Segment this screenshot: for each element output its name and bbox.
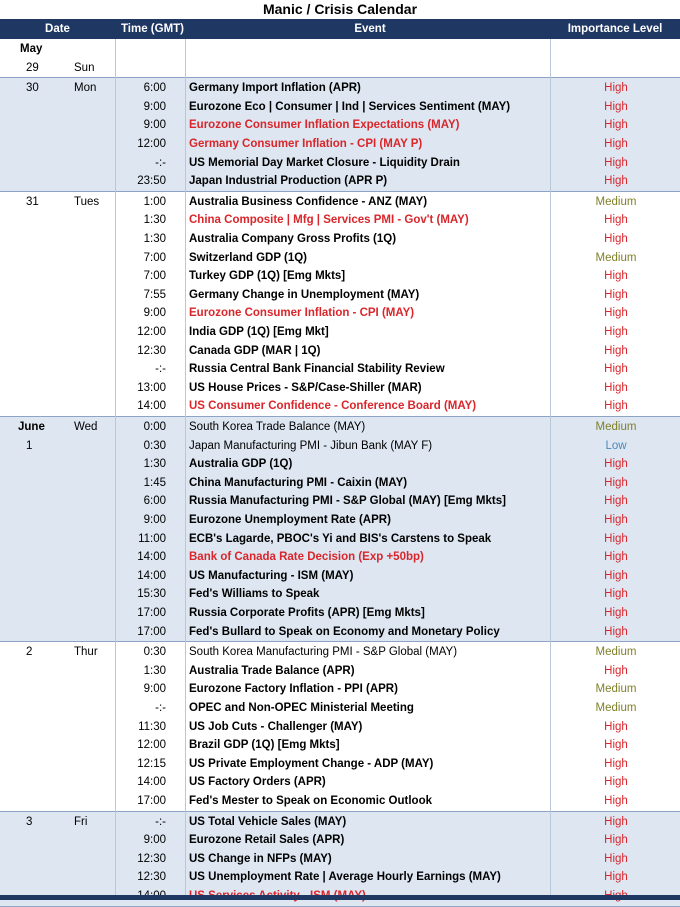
importance-level: High <box>604 569 628 582</box>
event-name: US Total Vehicle Sales (MAY) <box>189 815 347 828</box>
importance-level: High <box>604 871 628 884</box>
table-row <box>0 323 680 342</box>
event-name: Fed's Bullard to Speak on Economy and Monetary Policy <box>189 625 500 638</box>
importance-level: High <box>604 214 628 227</box>
table-row <box>0 304 680 323</box>
table-row <box>0 154 680 173</box>
table-row <box>0 511 680 530</box>
table-row <box>0 585 680 604</box>
event-time: 0:00 <box>143 421 166 433</box>
day-number: 2 <box>26 646 33 659</box>
table-row <box>0 40 680 59</box>
event-time: 17:00 <box>137 795 166 807</box>
event-name: Switzerland GDP (1Q) <box>189 251 308 264</box>
table-row <box>0 813 680 832</box>
table-row <box>0 135 680 154</box>
event-name: US Private Employment Change - ADP (MAY) <box>189 757 434 770</box>
table-header <box>0 19 680 39</box>
importance-level: High <box>604 495 628 508</box>
importance-level: Medium <box>595 702 637 714</box>
event-time: 1:30 <box>143 214 166 227</box>
weekday-label: Mon <box>74 82 97 95</box>
day-number: 30 <box>26 82 39 95</box>
event-name: South Korea Trade Balance (MAY) <box>189 421 366 433</box>
event-name: Japan Industrial Production (APR P) <box>189 175 388 188</box>
event-name: Eurozone Consumer Inflation Expectations (MAY) <box>189 119 460 132</box>
importance-level: High <box>604 381 628 394</box>
importance-level: High <box>604 233 628 245</box>
event-time: 14:00 <box>137 569 166 582</box>
event-time: 9:00 <box>143 514 166 526</box>
table-row <box>0 792 680 811</box>
importance-level: High <box>604 288 628 301</box>
importance-level: High <box>604 344 628 357</box>
event-name: Australia GDP (1Q) <box>189 458 293 471</box>
importance-level: High <box>604 363 628 376</box>
table-row <box>0 623 680 642</box>
event-name: OPEC and Non-OPEC Ministerial Meeting <box>189 702 414 714</box>
importance-level: High <box>604 119 628 132</box>
importance-level: High <box>604 607 628 619</box>
table-row <box>0 718 680 737</box>
table-row <box>0 342 680 361</box>
table-row <box>0 397 680 416</box>
event-time: 0:30 <box>143 646 166 659</box>
importance-level: High <box>604 476 628 489</box>
table-row <box>0 267 680 286</box>
importance-level: High <box>604 852 628 865</box>
event-name: Germany Consumer Inflation - CPI (MAY P) <box>189 138 423 150</box>
importance-level: High <box>604 815 628 828</box>
event-time: 6:00 <box>143 82 166 95</box>
event-name: Eurozone Eco | Consumer | Ind | Services Sentiment (MAY) <box>189 100 511 113</box>
event-time: 1:00 <box>143 195 166 208</box>
weekday-label: Fri <box>74 815 88 828</box>
importance-level: High <box>604 326 628 338</box>
table-row <box>0 736 680 755</box>
importance-level: Medium <box>595 251 637 264</box>
importance-level: High <box>604 138 628 150</box>
event-name: US Factory Orders (APR) <box>189 776 326 789</box>
event-name: Fed's Mester to Speak on Economic Outlook <box>189 795 432 807</box>
event-time: 12:15 <box>137 757 166 770</box>
importance-level: High <box>604 720 628 733</box>
day-number: 31 <box>26 195 39 208</box>
event-name: Brazil GDP (1Q) [Emg Mkts] <box>189 739 340 752</box>
event-time: 17:00 <box>137 607 166 619</box>
weekday-label: Thur <box>74 646 98 659</box>
importance-level: High <box>604 532 628 545</box>
event-name: Australia Trade Balance (APR) <box>189 664 355 677</box>
event-time: 11:30 <box>138 720 166 733</box>
event-name: US Manufacturing - ISM (MAY) <box>189 569 354 582</box>
event-name: Bank of Canada Rate Decision (Exp +50bp) <box>189 551 424 564</box>
event-time: 14:00 <box>137 551 166 564</box>
importance-level: High <box>604 795 628 807</box>
event-time: 23:50 <box>137 175 166 188</box>
event-time: -:- <box>155 702 166 714</box>
event-name: South Korea Manufacturing PMI - S&P Global (MAY) <box>189 646 458 659</box>
event-time: 1:45 <box>143 476 166 489</box>
event-time: 13:00 <box>137 381 166 394</box>
event-name: US House Prices - S&P/Case-Shiller (MAR) <box>189 381 422 394</box>
day-number: 29 <box>26 61 39 74</box>
event-time: 6:00 <box>143 495 166 508</box>
column-divider <box>550 39 551 895</box>
event-name: Russia Manufacturing PMI - S&P Global (MAY) [Emg Mkts] <box>189 495 506 508</box>
importance-level: High <box>604 307 628 320</box>
event-time: 1:30 <box>143 233 166 245</box>
importance-level: High <box>604 664 628 677</box>
importance-level: Medium <box>595 646 637 659</box>
event-name: Germany Import Inflation (APR) <box>189 82 361 95</box>
event-time: 14:00 <box>137 400 166 413</box>
day-group-separator <box>0 906 680 907</box>
event-time: 7:55 <box>143 288 166 301</box>
weekday-label: Sun <box>74 61 95 74</box>
day-number: 3 <box>26 815 33 828</box>
event-name: Germany Change in Unemployment (MAY) <box>189 288 420 301</box>
table-row <box>0 379 680 398</box>
header-event: Event <box>354 23 386 35</box>
event-time: -:- <box>155 363 166 376</box>
table-row <box>0 492 680 511</box>
importance-level: High <box>604 100 628 113</box>
event-time: 12:30 <box>137 871 166 884</box>
table-row <box>0 98 680 117</box>
event-time: -:- <box>155 815 166 828</box>
event-name: Eurozone Unemployment Rate (APR) <box>189 514 391 526</box>
table-row <box>0 680 680 699</box>
table-row <box>0 437 680 456</box>
importance-level: High <box>604 175 628 188</box>
event-name: US Unemployment Rate | Average Hourly Earnings (MAY) <box>189 871 501 884</box>
event-name: Russia Corporate Profits (APR) [Emg Mkts] <box>189 607 425 619</box>
event-name: Eurozone Factory Inflation - PPI (APR) <box>189 683 398 696</box>
event-time: 0:30 <box>143 439 166 452</box>
event-time: 9:00 <box>143 834 166 847</box>
importance-level: High <box>604 551 628 564</box>
table-bottom-bar <box>0 895 680 900</box>
importance-level: High <box>604 82 628 95</box>
event-name: US Change in NFPs (MAY) <box>189 852 332 865</box>
event-time: 15:30 <box>137 588 166 601</box>
table-row <box>0 230 680 249</box>
event-name: US Memorial Day Market Closure - Liquidity Drain <box>189 156 460 169</box>
event-time: 9:00 <box>143 683 166 696</box>
event-name: Eurozone Consumer Inflation - CPI (MAY) <box>189 307 415 320</box>
importance-level: High <box>604 776 628 789</box>
event-name: China Manufacturing PMI - Caixin (MAY) <box>189 476 408 489</box>
event-time: 12:30 <box>137 344 166 357</box>
table-row <box>0 79 680 98</box>
table-row <box>0 172 680 191</box>
importance-level: Medium <box>595 195 637 208</box>
table-row <box>0 755 680 774</box>
importance-level: High <box>604 625 628 638</box>
event-name: Turkey GDP (1Q) [Emg Mkts] <box>189 270 346 283</box>
event-name: India GDP (1Q) [Emg Mkt] <box>189 326 329 338</box>
table-row <box>0 455 680 474</box>
event-time: 7:00 <box>143 270 166 283</box>
event-name: Fed's Williams to Speak <box>189 588 320 601</box>
day-number: 1 <box>26 439 33 452</box>
month-label: May <box>20 43 43 55</box>
table-row <box>0 530 680 549</box>
event-time: 9:00 <box>143 100 166 113</box>
event-time: 12:00 <box>137 739 166 752</box>
event-time: 9:00 <box>143 307 166 320</box>
importance-level: High <box>604 156 628 169</box>
importance-level: Low <box>605 439 627 452</box>
importance-level: High <box>604 514 628 526</box>
importance-level: Medium <box>595 421 637 433</box>
event-time: 1:30 <box>143 664 166 677</box>
table-row <box>0 604 680 623</box>
table-row <box>0 831 680 850</box>
event-time: 12:00 <box>137 138 166 150</box>
event-time: 7:00 <box>143 251 166 264</box>
importance-level: High <box>604 834 628 847</box>
header-date: Date <box>45 23 70 35</box>
table-row <box>0 59 680 78</box>
table-row <box>0 360 680 379</box>
event-name: Japan Manufacturing PMI - Jibun Bank (MAY F) <box>189 439 433 452</box>
event-time: 11:00 <box>138 532 166 545</box>
event-name: China Composite | Mfg | Services PMI - Gov't (MAY) <box>189 214 469 227</box>
header-importance: Importance Level <box>567 23 663 35</box>
event-name: US Job Cuts - Challenger (MAY) <box>189 720 363 733</box>
event-time: 9:00 <box>143 119 166 132</box>
table-row <box>0 211 680 230</box>
event-name: US Consumer Confidence - Conference Board (MAY) <box>189 400 477 413</box>
weekday-label: Tues <box>74 195 100 208</box>
table-row <box>0 868 680 887</box>
table-row <box>0 116 680 135</box>
table-row <box>0 850 680 869</box>
table-row <box>0 286 680 305</box>
event-time: 14:00 <box>137 776 166 789</box>
event-time: 12:00 <box>137 326 166 338</box>
event-name: Canada GDP (MAR | 1Q) <box>189 344 321 357</box>
event-name: Eurozone Retail Sales (APR) <box>189 834 345 847</box>
event-time: -:- <box>155 156 166 169</box>
importance-level: High <box>604 400 628 413</box>
calendar-title: Manic / Crisis Calendar <box>262 1 418 17</box>
importance-level: High <box>604 270 628 283</box>
event-name: Australia Company Gross Profits (1Q) <box>189 233 397 245</box>
importance-level: High <box>604 458 628 471</box>
event-time: 1:30 <box>143 458 166 471</box>
event-name: Australia Business Confidence - ANZ (MAY) <box>189 195 428 208</box>
table-row <box>0 567 680 586</box>
table-row <box>0 474 680 493</box>
table-row <box>0 249 680 268</box>
header-time: Time (GMT) <box>120 23 185 35</box>
column-divider <box>185 39 186 895</box>
importance-level: High <box>604 757 628 770</box>
table-row <box>0 662 680 681</box>
importance-level: High <box>604 739 628 752</box>
event-name: Russia Central Bank Financial Stability Review <box>189 363 445 376</box>
event-time: 17:00 <box>137 625 166 638</box>
event-time: 12:30 <box>137 852 166 865</box>
table-row <box>0 548 680 567</box>
event-name: ECB's Lagarde, PBOC's Yi and BIS's Carstens to Speak <box>189 532 492 545</box>
table-row <box>0 643 680 662</box>
table-row <box>0 193 680 212</box>
table-row <box>0 773 680 792</box>
month-label: June <box>18 421 45 433</box>
column-divider <box>115 39 116 895</box>
importance-level: Medium <box>595 683 637 696</box>
table-row <box>0 699 680 718</box>
weekday-label: Wed <box>74 421 98 433</box>
importance-level: High <box>604 588 628 601</box>
table-row <box>0 418 680 437</box>
